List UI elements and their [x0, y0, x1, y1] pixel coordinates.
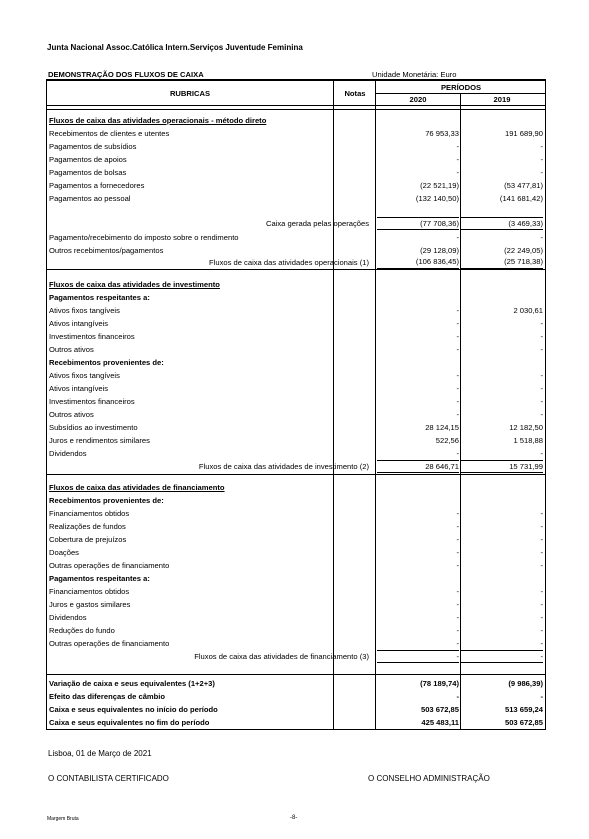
- cash-flow-table: [46, 80, 546, 730]
- value-2020: (77 708,36): [377, 217, 459, 230]
- table-row: [47, 598, 545, 611]
- table-row: [47, 690, 545, 703]
- row-label: Caixa e seus equivalentes no fim do período: [49, 718, 210, 727]
- table-row: [47, 291, 545, 304]
- value-2019: -: [540, 319, 543, 328]
- value-2019: -: [540, 600, 543, 609]
- table-row: [47, 217, 545, 230]
- value-2019: -: [540, 345, 543, 354]
- row-label: Outros ativos: [49, 345, 94, 354]
- row-label: Ativos fixos tangíveis: [49, 306, 120, 315]
- value-2020: -: [456, 319, 459, 328]
- value-2019: -: [540, 449, 543, 458]
- row-label: Pagamentos respeitantes a:: [49, 574, 150, 583]
- table-row: [47, 166, 545, 179]
- value-2019: 2 030,61: [513, 306, 543, 315]
- row-label: Cobertura de prejuízos: [49, 535, 127, 544]
- row-label: Subsídios ao investimento: [49, 423, 138, 432]
- value-2019: -: [540, 509, 543, 518]
- value-2019: -: [540, 155, 543, 164]
- table-row: [47, 494, 545, 507]
- table-row: [47, 231, 545, 244]
- value-2020: -: [456, 384, 459, 393]
- table-row: [47, 624, 545, 637]
- value-2020: -: [456, 306, 459, 315]
- header-periodos: PERÍODOS: [440, 83, 482, 92]
- row-label: Dividendos: [49, 449, 87, 458]
- table-row: [47, 447, 545, 460]
- table-row: [47, 520, 545, 533]
- value-2020: -: [456, 410, 459, 419]
- value-2020: -: [456, 600, 459, 609]
- row-label: Pagamentos respeitantes a:: [49, 293, 150, 302]
- value-2020: -: [456, 626, 459, 635]
- row-label: Pagamento/recebimento do imposto sobre o rendimento: [49, 233, 239, 242]
- table-row: [47, 395, 545, 408]
- row-label: Fluxos de caixa das atividades de financiamento (3): [194, 652, 369, 661]
- value-2020: 522,56: [435, 436, 459, 445]
- value-2019: -: [540, 522, 543, 531]
- row-label: Financiamentos obtidos: [49, 587, 130, 596]
- row-label: Caixa gerada pelas operações: [265, 219, 369, 228]
- value-2020: -: [456, 535, 459, 544]
- row-label: Pagamentos de apoios: [49, 155, 127, 164]
- value-2020: -: [456, 332, 459, 341]
- header-bottom-rule: [47, 105, 545, 106]
- row-label: Outras operações de financiamento: [49, 639, 170, 648]
- table-row: [47, 637, 545, 650]
- value-2020: -: [456, 233, 459, 242]
- row-label: Juros e gastos similares: [49, 600, 131, 609]
- signature-date: Lisboa, 01 de Março de 2021: [48, 749, 152, 758]
- table-row: [47, 127, 545, 140]
- value-2019: -: [540, 397, 543, 406]
- header-year-2020: 2020: [409, 95, 427, 104]
- value-2019: 513 659,24: [504, 705, 543, 714]
- table-row: [47, 546, 545, 559]
- table-row: [47, 421, 545, 434]
- row-label: Juros e rendimentos similares: [49, 436, 150, 445]
- value-2020: -: [456, 345, 459, 354]
- value-2019: -: [540, 410, 543, 419]
- value-2019: -: [540, 332, 543, 341]
- table-row: [47, 507, 545, 520]
- value-2020: (22 521,19): [420, 181, 459, 190]
- value-2019: -: [540, 587, 543, 596]
- value-2020: -: [456, 561, 459, 570]
- value-2020: 76 953,33: [425, 129, 459, 138]
- table-row: [47, 611, 545, 624]
- value-2020: 28 646,71: [377, 460, 459, 473]
- table-row: [47, 677, 545, 690]
- value-2019: 12 182,50: [509, 423, 543, 432]
- row-label: Ativos intangíveis: [49, 319, 109, 328]
- value-2019: -: [540, 535, 543, 544]
- value-2019: -: [540, 233, 543, 242]
- row-label: Investimentos financeiros: [49, 332, 135, 341]
- value-2020: 28 124,15: [425, 423, 459, 432]
- value-2020: -: [456, 168, 459, 177]
- value-2019: -: [540, 142, 543, 151]
- value-2019: (25 718,38): [461, 256, 543, 269]
- value-2020: 425 483,11: [421, 718, 459, 727]
- table-row: [47, 356, 545, 369]
- value-2019: -: [540, 639, 543, 648]
- value-2020: -: [456, 371, 459, 380]
- row-label: Fluxos de caixa das atividades operacionais - método direto: [49, 116, 267, 125]
- row-label: Investimentos financeiros: [49, 397, 135, 406]
- value-2019: -: [540, 561, 543, 570]
- table-row: [47, 140, 545, 153]
- value-2020: -: [456, 639, 459, 648]
- row-label: Outros recebimentos/pagamentos: [49, 246, 164, 255]
- value-2020: -: [456, 548, 459, 557]
- value-2019: (53 477,81): [504, 181, 543, 190]
- value-2020: (78 189,74): [420, 679, 459, 688]
- row-label: Financiamentos obtidos: [49, 509, 130, 518]
- section-rule-investimento: [47, 474, 545, 475]
- header-year-2019: 2019: [493, 95, 511, 104]
- table-row: [47, 114, 545, 127]
- section-rule-financiamento: [47, 674, 545, 675]
- table-row: [47, 278, 545, 291]
- row-label: Dividendos: [49, 613, 87, 622]
- table-row: [47, 343, 545, 356]
- row-label: Realizações de fundos: [49, 522, 126, 531]
- value-2019: -: [540, 626, 543, 635]
- row-label: Recebimentos provenientes de:: [49, 358, 164, 367]
- table-row: [47, 192, 545, 205]
- organization-name: Junta Nacional Assoc.Católica Intern.Serviços Juventude Feminina: [47, 43, 303, 52]
- value-2020: -: [456, 509, 459, 518]
- value-2020: (132 140,50): [415, 194, 459, 203]
- row-label: Reduções do fundo: [49, 626, 115, 635]
- value-2020: -: [456, 522, 459, 531]
- table-row: [47, 481, 545, 494]
- value-2020: -: [456, 692, 459, 701]
- page-number: -8-: [290, 815, 298, 821]
- row-label: Ativos fixos tangíveis: [49, 371, 120, 380]
- value-2020: -: [377, 650, 459, 663]
- value-2019: 15 731,99: [461, 460, 543, 473]
- value-2019: -: [540, 384, 543, 393]
- board-signature-label: O CONSELHO ADMINISTRAÇÃO: [368, 774, 490, 783]
- row-label: Pagamentos a fornecedores: [49, 181, 145, 190]
- table-row: [47, 703, 545, 716]
- table-row: [47, 716, 545, 729]
- row-label: Caixa e seus equivalentes no início do período: [49, 705, 218, 714]
- table-row: [47, 434, 545, 447]
- header-rubricas: RUBRICAS: [169, 89, 211, 98]
- document-title: DEMONSTRAÇÃO DOS FLUXOS DE CAIXA: [48, 70, 204, 79]
- row-label: Doações: [49, 548, 79, 557]
- value-2019: 191 689,90: [504, 129, 543, 138]
- value-2020: -: [456, 142, 459, 151]
- value-2020: 503 672,85: [420, 705, 459, 714]
- value-2019: -: [540, 613, 543, 622]
- header-notas: Notas: [344, 89, 366, 98]
- row-label: Fluxos de caixa das atividades de investimento (2): [198, 462, 369, 471]
- value-2020: -: [456, 397, 459, 406]
- table-row: [47, 559, 545, 572]
- value-2019: (22 249,05): [504, 246, 543, 255]
- row-label: Outras operações de financiamento: [49, 561, 170, 570]
- row-label: Variação de caixa e seus equivalentes (1+2+3): [49, 679, 215, 688]
- row-label: Outros ativos: [49, 410, 94, 419]
- row-label: Efeito das diferenças de câmbio: [49, 692, 166, 701]
- table-row: [47, 460, 545, 473]
- table-row: [47, 408, 545, 421]
- value-2020: -: [456, 155, 459, 164]
- value-2019: -: [540, 168, 543, 177]
- table-row: [47, 572, 545, 585]
- table-row: [47, 179, 545, 192]
- footer-note: Margem Bruta: [47, 816, 79, 822]
- table-row: [47, 533, 545, 546]
- table-row: [47, 304, 545, 317]
- row-label: Recebimentos de clientes e utentes: [49, 129, 170, 138]
- value-2020: (106 836,45): [377, 256, 459, 269]
- row-label: Pagamentos ao pessoal: [49, 194, 131, 203]
- row-label: Fluxos de caixa das atividades de investimento: [49, 280, 220, 289]
- table-row: [47, 330, 545, 343]
- value-2019: (9 986,39): [508, 679, 543, 688]
- row-label: Recebimentos provenientes de:: [49, 496, 164, 505]
- value-2019: 503 672,85: [504, 718, 543, 727]
- table-row: [47, 650, 545, 663]
- value-2019: -: [540, 548, 543, 557]
- row-label: Ativos intangíveis: [49, 384, 109, 393]
- row-label: Pagamentos de bolsas: [49, 168, 127, 177]
- table-row: [47, 369, 545, 382]
- section-rule-operacionais: [47, 269, 545, 270]
- value-2020: -: [456, 449, 459, 458]
- value-2019: -: [540, 371, 543, 380]
- periodos-rule: [375, 93, 545, 94]
- row-label: Fluxos de caixa das atividades de financiamento: [49, 483, 225, 492]
- value-2020: -: [456, 613, 459, 622]
- table-row: [47, 153, 545, 166]
- row-label: Fluxos de caixa das atividades operacionais (1): [209, 258, 369, 267]
- table-row: [47, 382, 545, 395]
- value-2019: 1 518,88: [513, 436, 543, 445]
- value-2019: -: [461, 650, 543, 663]
- accountant-signature-label: O CONTABILISTA CERTIFICADO: [48, 774, 169, 783]
- table-row: [47, 256, 545, 269]
- currency-unit: Unidade Monetária: Euro: [372, 70, 457, 79]
- value-2019: -: [540, 692, 543, 701]
- header-double-rule: [47, 109, 545, 110]
- value-2020: -: [456, 587, 459, 596]
- row-label: Pagamentos de subsídios: [49, 142, 137, 151]
- value-2020: (29 128,09): [420, 246, 459, 255]
- table-row: [47, 585, 545, 598]
- table-row: [47, 317, 545, 330]
- value-2019: (141 681,42): [499, 194, 543, 203]
- value-2019: (3 469,33): [461, 217, 543, 230]
